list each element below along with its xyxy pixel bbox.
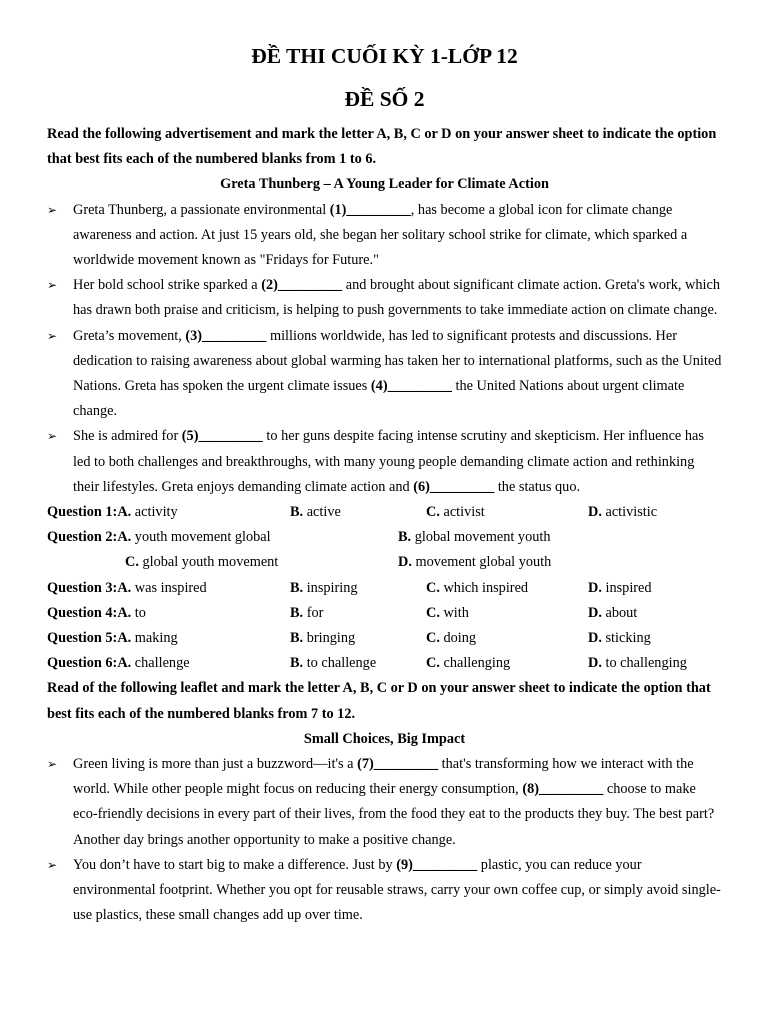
option-b[interactable]: active (306, 504, 341, 521)
paragraph-3: ➢ Greta’s movement, (3)_________ millions worldwide, has led to significant protests and discussions. Her dedication to raising awareness about global warming has taken her to international platforms, such as the United Nations. Greta has spoken the urgent climate issues (4)_________ the United Nations about urgent climate change. (47, 324, 722, 425)
option-d[interactable]: movement global youth (415, 554, 552, 571)
question-row-continued: C. global youth movement D. movement global youth (125, 554, 552, 571)
arrowhead-bullet-icon: ➢ (47, 202, 58, 217)
blank-3: (3)_________ (185, 327, 267, 344)
option-c[interactable]: global youth movement (142, 554, 279, 571)
blank-4: (4)_________ (370, 378, 452, 395)
exam-subtitle: ĐỀ SỐ 2 (344, 87, 425, 111)
option-a[interactable]: making (134, 629, 178, 646)
blank-2: (2)_________ (261, 277, 343, 294)
option-a[interactable]: youth movement global (134, 529, 271, 546)
question-row: Question 4:A. to B. for C. with D. about (47, 604, 638, 621)
section2-heading: Small Choices, Big Impact (303, 730, 466, 747)
arrowhead-bullet-icon: ➢ (47, 429, 58, 444)
paragraph-4: ➢ She is admired for (5)_________ to her guns despite facing intense scrutiny and skepticism. Her influence has led to both challenges and breakthroughs, with many young people demanding climate action and rethinking their lifestyles. Greta enjoys demanding climate action and (6)_________ the status quo. (47, 424, 722, 500)
question-row: Question 5:A. making B. bringing C. doing D. sticking (47, 629, 651, 646)
question-row: Question 1:A. activity B. active C. activist D. activistic (47, 504, 658, 521)
blank-9: (9)_________ (396, 856, 478, 873)
option-b[interactable]: global movement youth (414, 529, 551, 546)
paragraph-2: ➢ Her bold school strike sparked a (2)_________ and brought about significant climate action. Greta's work, which has drawn both praise and criticism, is helping to push governments to take immediate action on climate change. (47, 273, 722, 323)
option-c[interactable]: doing (443, 629, 477, 646)
option-a[interactable]: activity (134, 504, 178, 521)
question-row: Question 2:A. youth movement global B. global movement youth (47, 529, 551, 546)
arrowhead-bullet-icon: ➢ (47, 857, 58, 872)
section2-instruction: Read of the following leaflet and mark the letter A, B, C or D on your answer sheet to indicate the option that best fits each of the numbered blanks from 7 to 12. (47, 680, 711, 722)
option-a[interactable]: to (134, 604, 146, 621)
section1-instruction: Read the following advertisement and mark the letter A, B, C or D on your answer sheet to indicate the option that best fits each of the numbered blanks from 1 to 6. (47, 126, 717, 168)
paragraph-5: ➢ Green living is more than just a buzzword—it's a (7)_________ that's transforming how we interact with the world. While other people might focus on reducing their energy consumption, (8)_________ choose to make eco-friendly decisions in every part of their lives, from the food they eat to the products they buy. The best part? Another day brings another opportunity to make a positive change. (47, 752, 722, 853)
blank-5: (5)_________ (181, 428, 263, 445)
paragraph-6: ➢ You don’t have to start big to make a difference. Just by (9)_________ plastic, you can reduce your environmental footprint. Whether you opt for reusable straws, carry your own coffee cup, or simply avoid single-use plastics, these small changes add up over time. (47, 853, 722, 929)
exam-title: ĐỀ THI CUỐI KỲ 1-LỚP 12 (251, 44, 518, 68)
blank-1: (1)_________ (329, 201, 411, 218)
option-a[interactable]: challenge (134, 655, 190, 672)
blank-6: (6)_________ (413, 478, 495, 495)
paragraph-1: ➢ Greta Thunberg, a passionate environmental (1)_________, has become a global icon for climate change awareness and action. At just 15 years old, she began her solitary school strike for climate, which sparked a worldwide movement known as "Fridays for Future." (47, 198, 722, 274)
option-c[interactable]: with (443, 604, 469, 621)
option-b[interactable]: for (306, 604, 324, 621)
option-b[interactable]: bringing (306, 629, 356, 646)
option-d[interactable]: about (605, 604, 638, 621)
question-row: Question 3:A. was inspired B. inspiring C. which inspired D. inspired (47, 579, 652, 596)
option-d[interactable]: to challenging (605, 655, 687, 672)
option-d[interactable]: activistic (605, 504, 658, 521)
section1-heading: Greta Thunberg – A Young Leader for Climate Action (220, 176, 549, 193)
option-b[interactable]: to challenge (306, 655, 377, 672)
option-d[interactable]: inspired (605, 579, 652, 596)
blank-8: (8)_________ (522, 781, 604, 798)
option-c[interactable]: activist (443, 504, 485, 521)
arrowhead-bullet-icon: ➢ (47, 328, 58, 343)
option-b[interactable]: inspiring (306, 579, 358, 596)
arrowhead-bullet-icon: ➢ (47, 278, 58, 293)
option-c[interactable]: which inspired (443, 579, 529, 596)
exam-page (47, 42, 722, 928)
option-a[interactable]: was inspired (134, 579, 207, 596)
option-c[interactable]: challenging (443, 655, 511, 672)
question-row: Question 6:A. challenge B. to challenge C. challenging D. to challenging (47, 655, 687, 672)
arrowhead-bullet-icon: ➢ (47, 756, 58, 771)
option-d[interactable]: sticking (605, 629, 651, 646)
blank-7: (7)_________ (357, 755, 439, 772)
